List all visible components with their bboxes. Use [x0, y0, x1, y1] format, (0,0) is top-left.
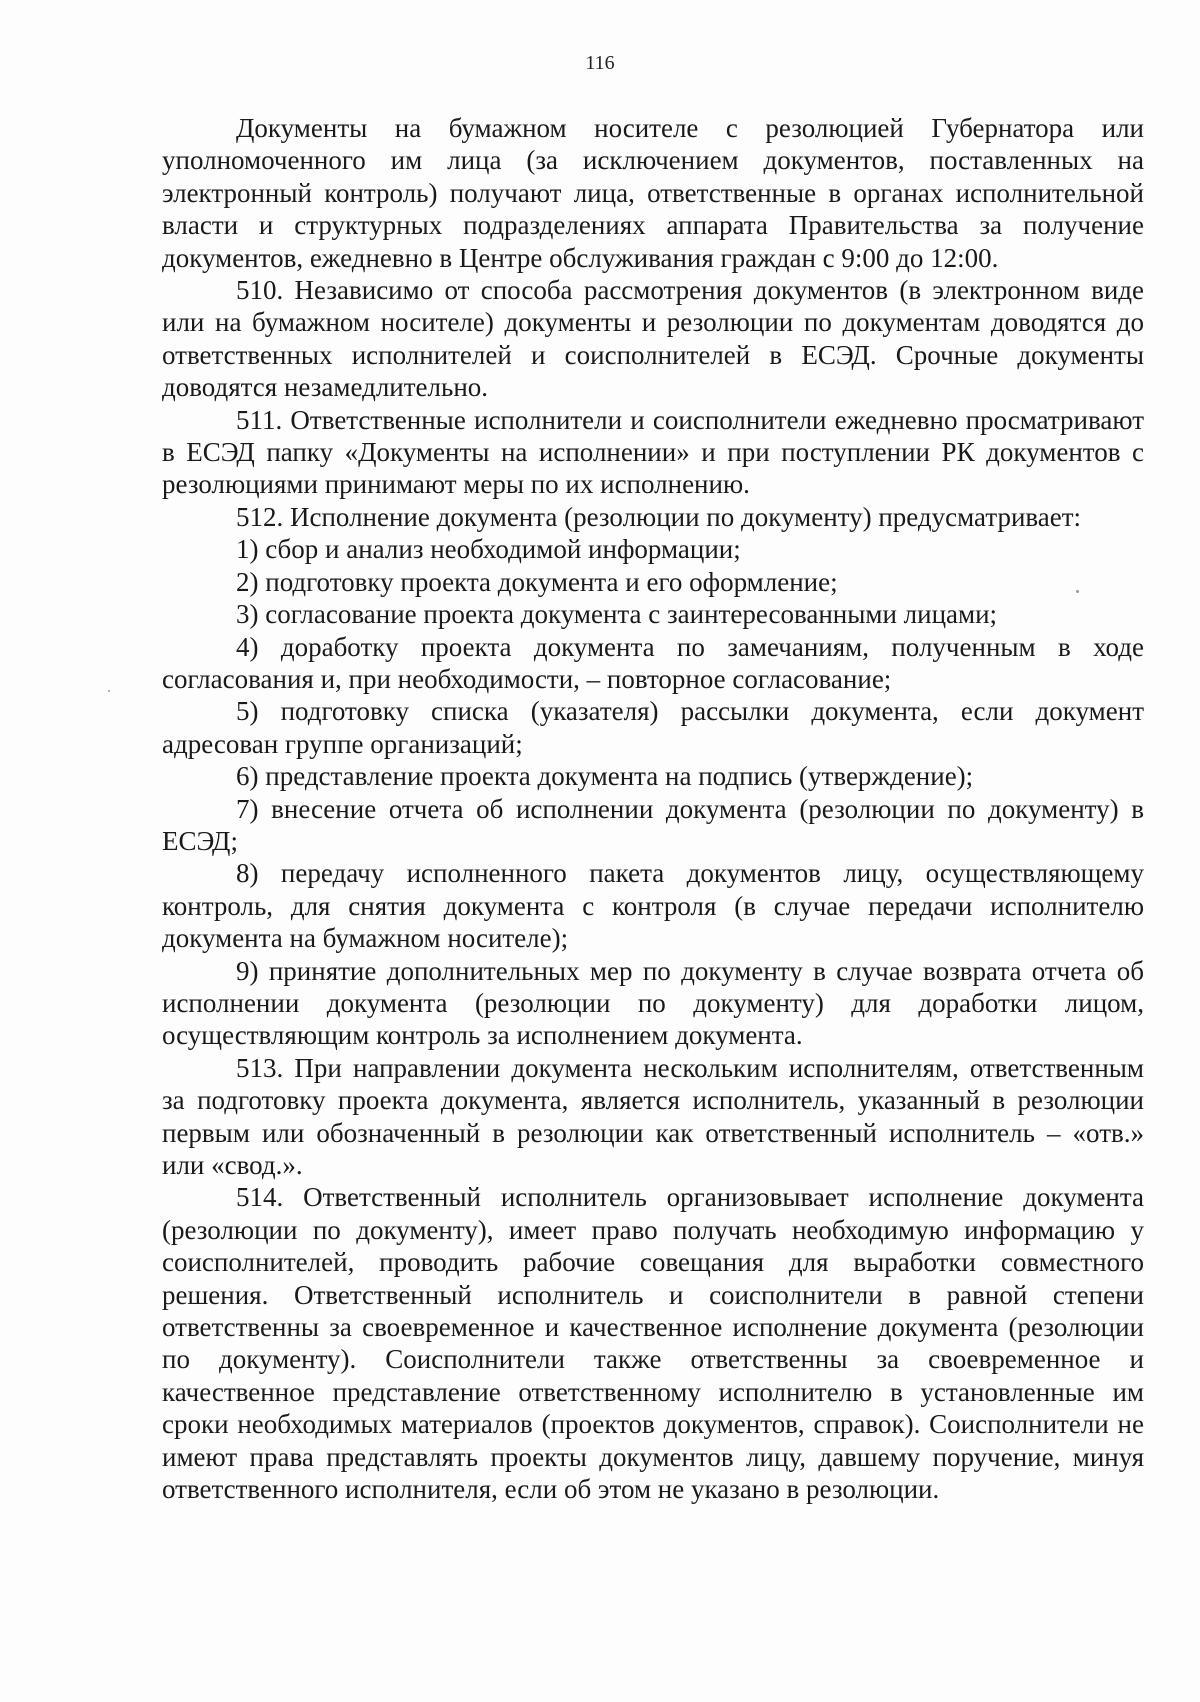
- list-item-512-2: 2) подготовку проекта документа и его оформление;: [236, 566, 838, 597]
- paragraph-511: 511. Ответственные исполнители и соисполнители ежедневно просматривают в ЕСЭД папку «Документы на исполнении» и при поступлении РК документов с резолюциями принимают меры по их исполнению.: [162, 404, 1144, 500]
- list-item-512-3: 3) согласование проекта документа с заинтересованными лицами;: [236, 599, 998, 630]
- list-item-512-5: 5) подготовку списка (указателя) рассылки документа, если документ адресован группе организаций;: [162, 696, 1144, 759]
- paragraph-514: 514. Ответственный исполнитель организовывает исполнение документа (резолюции по документу), имеет право получать необходимую информацию у соисполнителей, проводить рабочие совещания для выработки совместного решения. Ответственный исполнитель и соисполнители в равной степени ответственны за своевременное и качественное исполнение документа (резолюции по документу). Соисполнители также ответственны за своевременное и качественное представление ответственному исполнителю в установленные им сроки необходимых материалов (проектов документов, справок). Соисполнители не имеют права представлять проекты документов лицу, давшему поручение, минуя ответственного исполнителя, если об этом не указано в резолюции.: [162, 1182, 1144, 1505]
- document-body: [162, 112, 1144, 1505]
- list-item-512-4: 4) доработку проекта документа по замечаниям, полученным в ходе согласования и, при необходимости, – повторное согласование;: [162, 631, 1144, 694]
- scan-speck: [108, 690, 110, 692]
- list-item-512-8: 8) передачу исполненного пакета документов лицу, осуществляющему контроль, для снятия документа с контроля (в случае передачи исполнителю документа на бумажном носителе);: [162, 858, 1144, 954]
- list-item-512-1: 1) сбор и анализ необходимой информации;: [236, 534, 741, 565]
- list-item-512-7: 7) внесение отчета об исполнении документа (резолюции по документу) в ЕСЭД;: [162, 793, 1144, 856]
- paragraph-512: 512. Исполнение документа (резолюции по документу) предусматривает:: [236, 501, 1082, 532]
- list-item-512-9: 9) принятие дополнительных мер по документу в случае возврата отчета об исполнении документа (резолюции по документу) для доработки лицом, осуществляющим контроль за исполнением документа.: [162, 955, 1144, 1051]
- paragraph-continuation: Документы на бумажном носителе с резолюцией Губернатора или уполномоченного им лица (за исключением документов, поставленных на электронный контроль) получают лица, ответственные в органах исполнительной власти и структурных подразделениях аппарата Правительства за получение документов, ежедневно в Центре обслуживания граждан с 9:00 до 12:00.: [162, 113, 1144, 273]
- paragraph-513: 513. При направлении документа нескольким исполнителям, ответственным за подготовку проекта документа, является исполнитель, указанный в резолюции первым или обозначенный в резолюции как ответственный исполнитель – «отв.» или «свод.».: [162, 1052, 1144, 1180]
- list-item-512-6: 6) представление проекта документа на подпись (утверждение);: [236, 761, 974, 792]
- scan-speck: [1076, 590, 1079, 593]
- page-number: 116: [585, 52, 615, 74]
- paragraph-510: 510. Независимо от способа рассмотрения документов (в электронном виде или на бумажном носителе) документы и резолюции по документам доводятся до ответственных исполнителей и соисполнителей в ЕСЭД. Срочные документы доводятся незамедлительно.: [162, 275, 1144, 403]
